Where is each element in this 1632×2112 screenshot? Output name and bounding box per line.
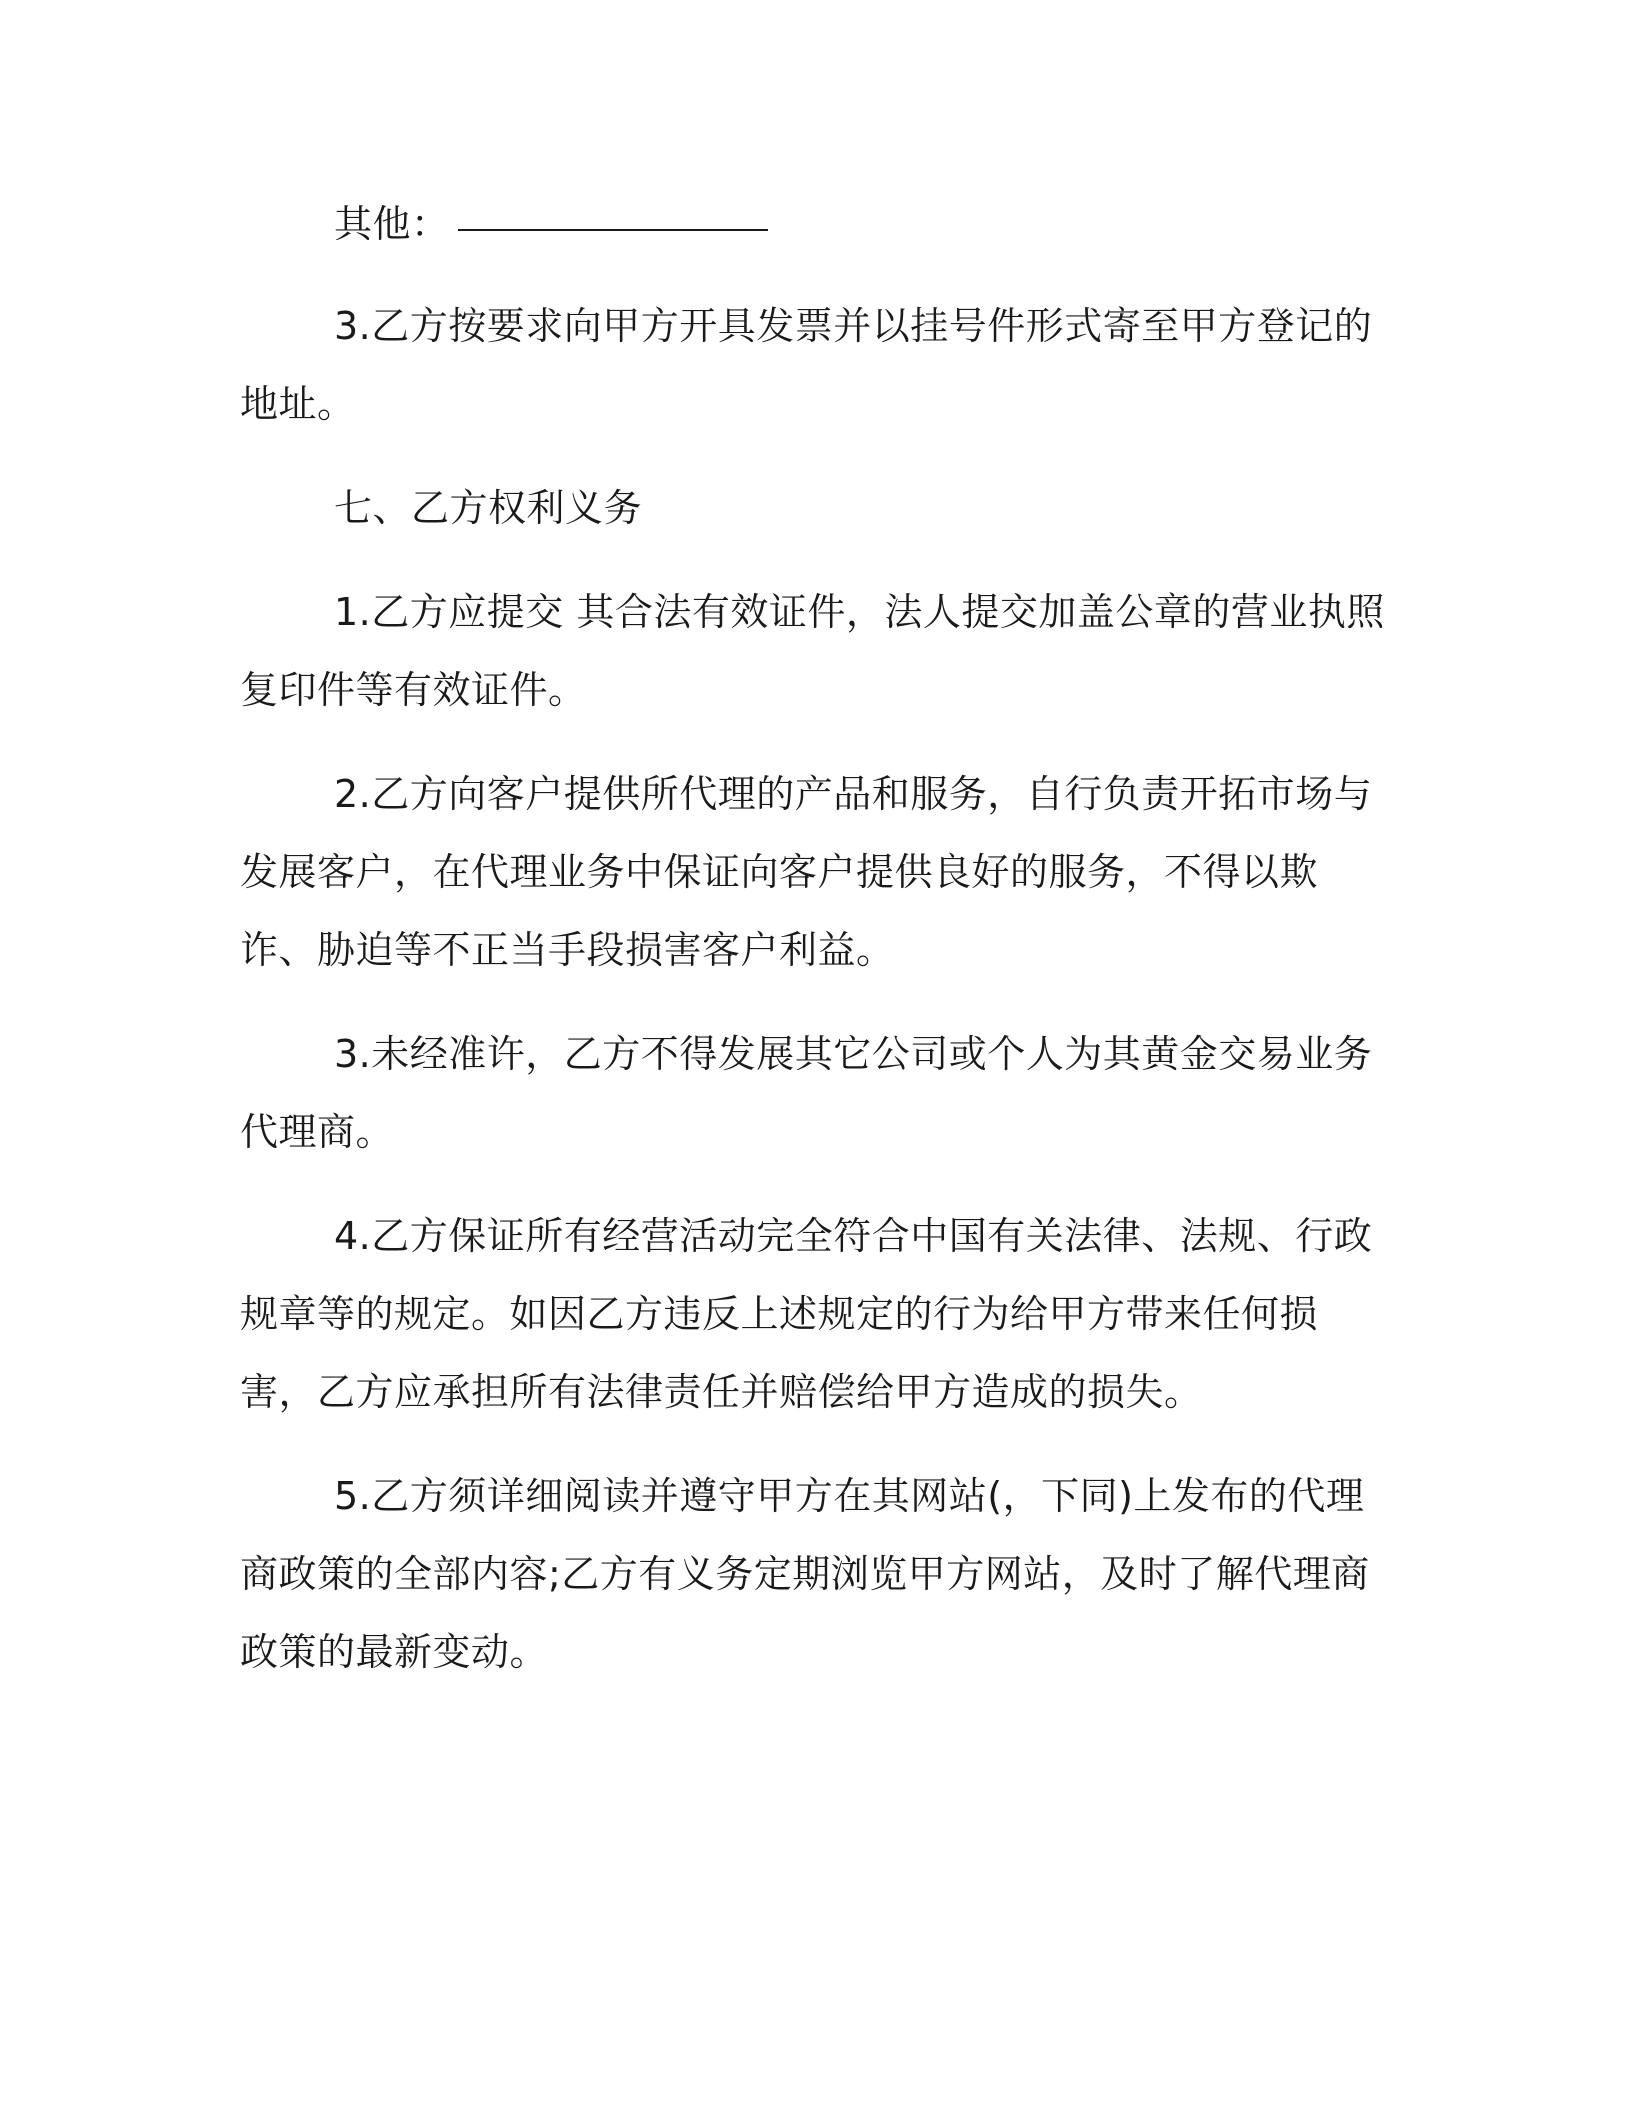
section-7-title: 七、乙方权利义务: [334, 486, 643, 530]
section-7-item-5: 5.乙方须详细阅读并遵守甲方在其网站(，下同)上发布的代理商政策的全部内容;乙方有义务定期浏览甲方网站，及时了解代理商政策的最新变动。: [240, 1474, 1370, 1674]
section-7-item-3: 3.未经准许，乙方不得发展其它公司或个人为其黄金交易业务代理商。: [240, 1032, 1373, 1154]
invoice-paragraph: 3.乙方按要求向甲方开具发票并以挂号件形式寄至甲方登记的地址。: [240, 304, 1373, 426]
other-line: [240, 185, 1390, 263]
section-7-item-2: 2.乙方向客户提供所代理的产品和服务，自行负责开拓市场与发展客户，在代理业务中保证向客户提供良好的服务，不得以欺诈、胁迫等不正当手段损害客户利益。: [240, 772, 1373, 972]
document-body: [240, 185, 1390, 1691]
section-7-item-1: 1.乙方应提交 其合法有效证件，法人提交加盖公章的营业执照复印件等有效证件。: [240, 590, 1385, 712]
other-label: 其他：: [334, 202, 450, 246]
section-7-item-4: 4.乙方保证所有经营活动完全符合中国有关法律、法规、行政规章等的规定。如因乙方违反上述规定的行为给甲方带来任何损害，乙方应承担所有法律责任并赔偿给甲方造成的损失。: [240, 1214, 1373, 1414]
other-blank-line: [458, 228, 768, 231]
